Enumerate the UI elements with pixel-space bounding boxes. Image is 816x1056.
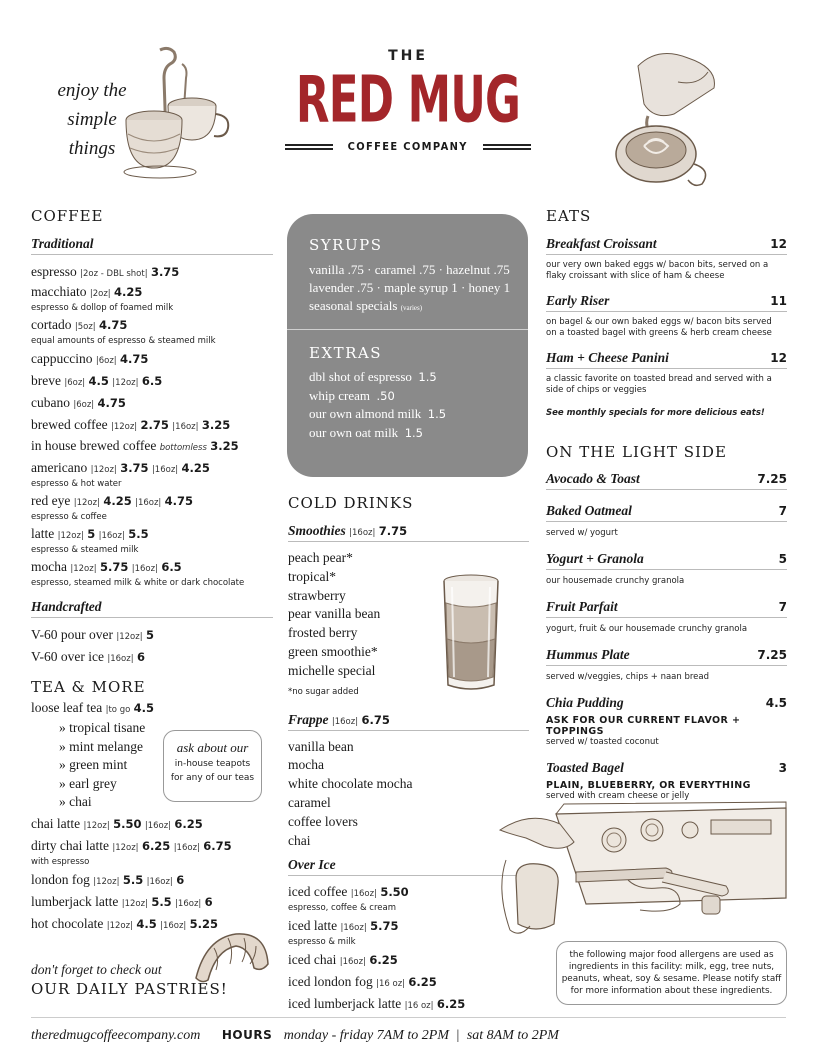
brand-logo [283,48,533,153]
logo-rule-left [285,144,333,150]
coffee-heading: COFFEE [31,207,104,225]
menu-item: chai latte |12oz| 5.50 |16oz| 6.25 [31,815,203,831]
espresso-machine-illustration [496,800,791,948]
menu-item: white chocolate mocha [288,776,413,792]
tea-variety: » earl grey [59,775,117,791]
menu-item: espresso |2oz - DBL shot| 3.75 [31,264,180,279]
tea-heading: TEA & MORE [31,678,146,696]
menu-item: pear vanilla bean [288,606,381,622]
menu-item: red eye |12oz| 4.25 |16oz| 4.75 [31,493,194,508]
eats-heading: EATS [546,207,592,225]
menu-item: cappuccino |6oz| 4.75 [31,351,149,366]
menu-item: cortado |5oz| 4.75 [31,317,128,332]
menu-item: americano |12oz| 3.75 |16oz| 4.25 [31,460,210,475]
item-description: flaky croissant with slice of ham & cheese [546,271,725,281]
light-side-heading: ON THE LIGHT SIDE [546,443,727,461]
item-description: espresso, steamed milk & white or dark chocolate [31,578,245,588]
menu-item: in house brewed coffee bottomless 3.25 [31,438,239,453]
tea-variety: » mint melange [59,738,143,754]
menu-item: brewed coffee |12oz| 2.75 |16oz| 3.25 [31,417,231,432]
item-description: on a toasted bagel with greens & herb cream cheese [546,328,772,338]
hours-label: HOURS [221,1028,273,1042]
extras-heading: EXTRAS [309,344,383,362]
menu-item: mocha |12oz| 5.75 |16oz| 6.5 [31,559,182,574]
coffee-list [31,263,273,589]
coffee-section [31,207,273,668]
menu-item: dirty chai latte |12oz| 6.25 |16oz| 6.75 [31,837,232,853]
item-description: yogurt, fruit & our housemade crunchy granola [546,624,748,634]
item-description: espresso, coffee & cream [288,903,396,914]
menu-item: london fog |12oz| 5.5 |16oz| 6 [31,871,185,887]
item-description: served with cream cheese or jelly [546,791,690,801]
iced-glass-illustration [440,573,502,693]
item-description: served w/ toasted coconut [546,737,659,747]
over-ice-subheading: Over Ice [288,857,529,876]
footer-rule [31,1017,786,1018]
tagline: enjoy the simple things [57,80,127,159]
menu-item: strawberry [288,587,346,603]
footer [31,1028,791,1044]
menu-item: breve |6oz| 4.5 |12oz| 6.5 [31,373,163,388]
item-description: espresso & milk [288,937,356,948]
item-description: equal amounts of espresso & steamed milk [31,336,216,346]
traditional-subheading: Traditional [31,236,273,255]
menu-item: V-60 pour over |12oz| 5 [31,627,154,642]
item-description: our very own baked eggs w/ bacon bits, served on a [546,260,769,270]
menu-item: Toasted Bagel 3 [546,760,787,775]
menu-item: hot chocolate |12oz| 4.5 |16oz| 5.25 [31,915,219,931]
light-side-section [546,443,791,802]
menu-item: macchiato |2oz| 4.25 [31,284,143,299]
item-description: espresso & hot water [31,479,122,489]
eats-section [546,207,791,419]
menu-item: Ham + Cheese Panini 12 [546,350,787,369]
item-description: espresso & coffee [31,512,107,522]
item-description: a classic favorite on toasted bread and served with a [546,374,772,384]
smoothies-subheading: Smoothies |16oz| 7.75 [288,523,529,542]
menu-item: V-60 over ice |16oz| 6 [31,649,145,664]
menu-item: peach pear* [288,550,353,565]
menu-item: loose leaf tea |to go 4.5 [31,700,155,715]
menu-item: Breakfast Croissant 12 [546,236,787,255]
syrups-block: SYRUPS vanilla .75 · caramel .75 · hazelnut .75 lavender .75 · maple syrup 1 · honey 1 seasonal specials (varies) [287,214,528,317]
cold-drinks-heading: COLD DRINKS [288,494,414,512]
menu-item: Hummus Plate 7.25 [546,647,787,666]
frappe-list [288,738,529,851]
logo-company: COFFEE COMPANY [347,140,469,153]
frappe-subheading: Frappe |16oz| 6.75 [288,712,529,731]
over-ice-list [288,883,529,1015]
menu-item: vanilla bean [288,738,354,754]
menu-item: tropical* [288,568,336,584]
monthly-specials-note: See monthly specials for more delicious eats! [546,408,765,418]
item-description: espresso & steamed milk [31,545,139,555]
menu-item: mocha [288,757,324,773]
tea-variety: » green mint [59,757,128,772]
tea-section [31,678,276,935]
menu-item: michelle special [288,662,376,678]
weekday-hours: monday - friday 7AM to 2PM [283,1028,449,1043]
menu-item: Early Riser 11 [546,293,787,312]
hours-separator: | [456,1028,460,1043]
saturday-hours: sat 8AM to 2PM [466,1028,559,1043]
item-description: with espresso [31,856,90,867]
syrups-heading: SYRUPS [309,236,383,254]
item-flavor-note: ASK FOR OUR CURRENT FLAVOR + TOPPINGS [546,715,741,737]
menu-item: Avocado & Toast 7.25 [546,471,787,490]
menu-item: iced lumberjack latte |16 oz| 6.25 [288,996,466,1012]
menu-item: latte |12oz| 5 |16oz| 5.5 [31,526,149,541]
item-description: our housemade crunchy granola [546,576,685,586]
handcrafted-subheading: Handcrafted [31,599,273,618]
extras-block: EXTRAS dbl shot of espresso 1.5 whip cream .50 our own almond milk 1.5 our own oat milk 1.5 [287,330,528,442]
menu-item: Baked Oatmeal 7 [546,503,787,522]
logo-rule-right [483,144,531,150]
item-description: espresso & dollop of foamed milk [31,303,174,313]
menu-item: iced chai |16oz| 6.25 [288,952,398,968]
tea-variety: » tropical tisane [59,720,146,735]
menu-item: green smoothie* [288,643,378,659]
website-link[interactable]: theredmugcoffeecompany.com [31,1028,201,1043]
menu-item: iced london fog |16 oz| 6.25 [288,974,437,990]
teapot-callout: ask about our in-house teapots for any of our teas [163,730,262,802]
item-description: served w/veggies, chips + naan bread [546,672,710,682]
menu-item: chai [288,832,311,848]
croissant-illustration [192,928,270,992]
item-flavor-note: PLAIN, BLUEBERRY, OR EVERYTHING [546,780,751,791]
latte-art-illustration [608,46,728,190]
item-description: side of chips or veggies [546,385,647,395]
menu-item: Yogurt + Granola 5 [546,551,787,570]
menu-item: Chia Pudding 4.5 [546,695,787,710]
menu-item: lumberjack latte |12oz| 5.5 |16oz| 6 [31,893,213,909]
menu-item: iced latte |16oz| 5.75 [288,918,399,934]
allergen-notice: the following major food allergens are used as ingredients in this facility: milk, egg, tree nuts, peanuts, wheat, soy & sesame. Please notify staff for more information about these ingredients. [556,941,787,1005]
coffee-cups-illustration [122,44,240,180]
menu-item: cubano |6oz| 4.75 [31,395,126,410]
menu-item: iced coffee |16oz| 5.50 [288,884,409,900]
menu-item: caramel [288,794,331,810]
item-description: served w/ yogurt [546,528,618,538]
tea-variety: » chai [59,794,92,809]
menu-item: Fruit Parfait 7 [546,599,787,618]
menu-item: frosted berry [288,625,358,641]
no-sugar-note: *no sugar added [288,686,359,697]
item-description: on bagel & our own baked eggs w/ bacon bits served [546,317,772,327]
syrups-extras-box [287,214,528,477]
pastries-callout: don't forget to check out OUR DAILY PASTRIES! [31,962,228,998]
menu-item: coffee lovers [288,813,358,829]
logo-red-mug: RED MUG [295,62,521,138]
logo-the: THE [388,48,428,64]
